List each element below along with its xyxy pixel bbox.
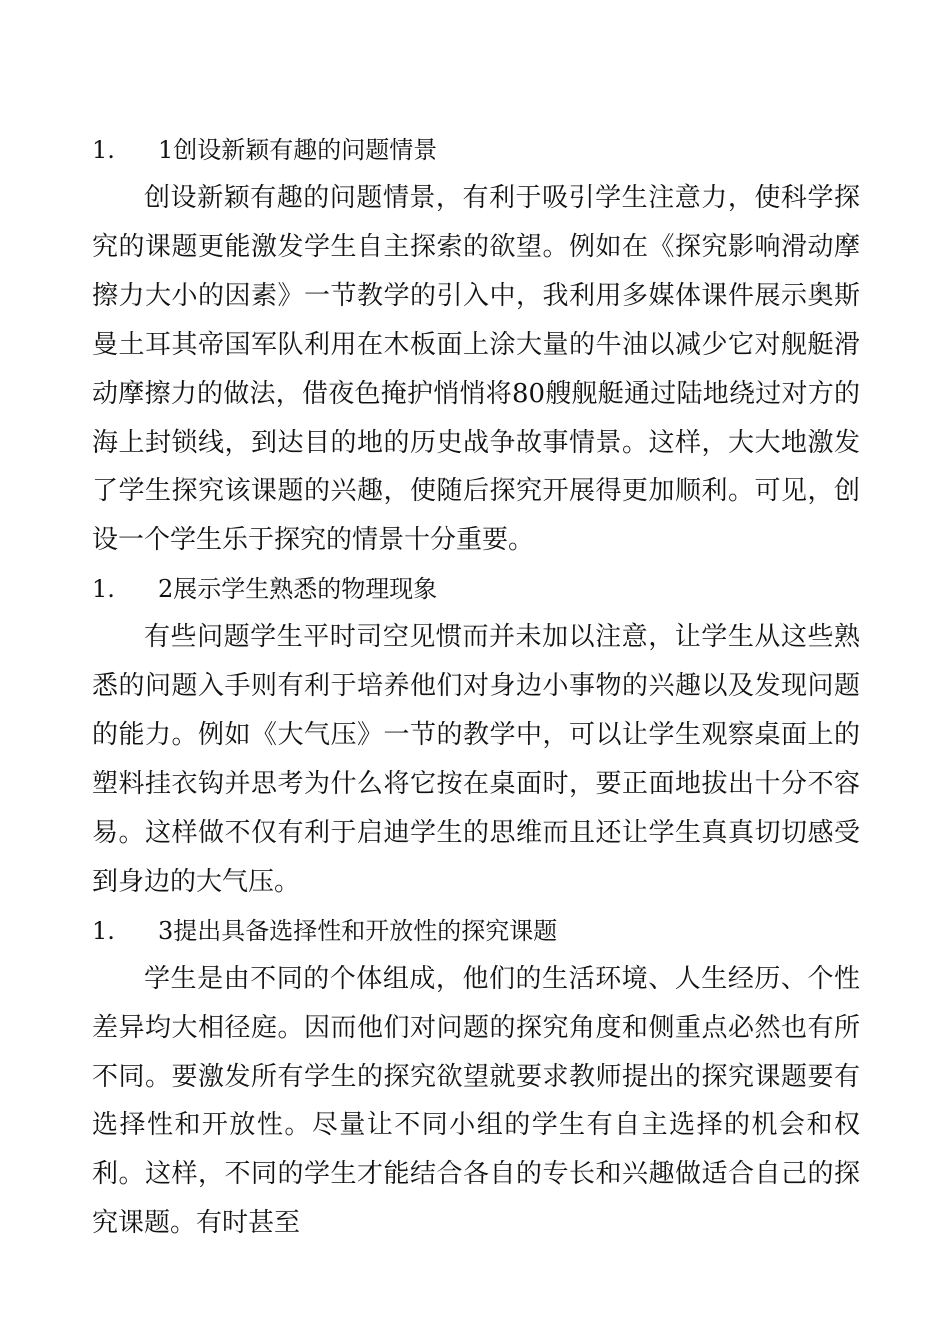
document-body	[92, 126, 860, 1248]
section-paragraph-3: 学生是由不同的个体组成，他们的生活环境、人生经历、个性差异均大相径庭。因而他们对问题的探究角度和侧重点必然也有所不同。要激发所有学生的探究欲望就要求教师提出的探究课题要有选择性和开放性。尽量让不同小组的学生有自主选择的机会和权利。这样，不同的学生才能结合各自的专长和兴趣做适合自己的探究课题。有时甚至	[92, 963, 860, 1239]
section-title: 2展示学生熟悉的物理现象	[158, 575, 438, 604]
section-title: 1创设新颖有趣的问题情景	[158, 136, 438, 164]
section-title: 3提出具备选择性和开放性的探究课题	[158, 916, 558, 945]
section-paragraph-1: 创设新颖有趣的问题情景，有利于吸引学生注意力，使科学探究的课题更能激发学生自主探索的欲望。例如在《探究影响滑动摩擦力大小的因素》一节教学的引入中，我利用多媒体课件展示奥斯曼土耳其帝国军队利用在木板面上涂大量的牛油以减少它对舰艇滑动摩擦力的做法，借夜色掩护悄悄将80艘舰艇通过陆地绕过对方的海上封锁线，到达目的地的历史战争故事情景。这样，大大地激发了学生探究该课题的兴趣，使随后探究开展得更加顺利。可见，创设一个学生乐于探究的情景十分重要。	[92, 183, 860, 556]
section-heading-3	[92, 907, 860, 955]
section-number: 1.	[92, 916, 115, 945]
section-heading-2	[92, 565, 860, 613]
section-paragraph-2: 有些问题学生平时司空见惯而并未加以注意，让学生从这些熟悉的问题入手则有利于培养他们对身边小事物的兴趣以及发现问题的能力。例如《大气压》一节的教学中，可以让学生观察桌面上的塑料挂衣钩并思考为什么将它按在桌面时，要正面地拔出十分不容易。这样做不仅有利于启迪学生的思维而且还让学生真真切切感受到身边的大气压。	[92, 622, 860, 897]
section-number: 1.	[92, 136, 115, 164]
section-heading-1	[92, 126, 860, 174]
section-number: 1.	[92, 575, 115, 604]
